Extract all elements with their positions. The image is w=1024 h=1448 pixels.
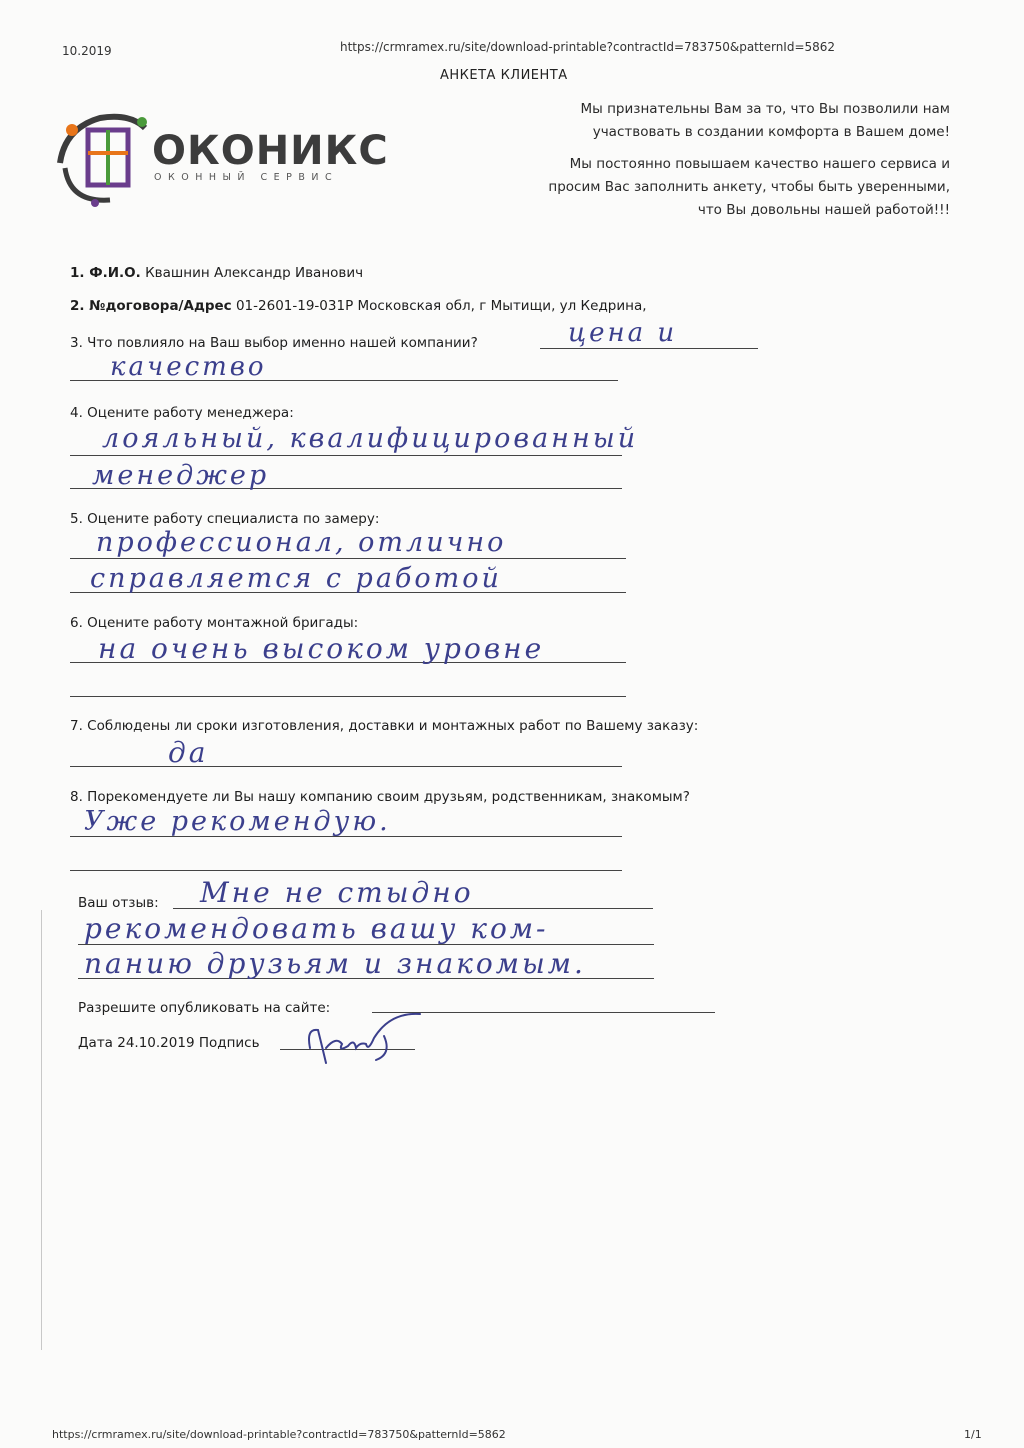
q7-label: 7. Соблюдены ли сроки изготовления, доставки и монтажных работ по Вашему заказу: <box>70 718 699 734</box>
review-label: Ваш отзыв: <box>78 895 159 911</box>
q6-answer-1: на очень высоком уровне <box>98 632 545 665</box>
footer-page: 1/1 <box>964 1428 982 1441</box>
q7-answer-line-1 <box>70 766 622 767</box>
form-title: АНКЕТА КЛИЕНТА <box>440 68 568 83</box>
q6-label: 6. Оцените работу монтажной бригады: <box>70 615 359 631</box>
intro-line-4: просим Вас заполнить анкету, чтобы быть уверенными, <box>548 179 950 195</box>
logo-name: ОКОНИКС <box>152 128 389 174</box>
footer-url: https://crmramex.ru/site/download-printable?contractId=783750&patternId=5862 <box>52 1428 506 1441</box>
q8-answer-1: Уже рекомендую. <box>84 806 391 837</box>
window-logo-icon <box>50 108 150 208</box>
q5-answer-2: справляется с работой <box>90 563 502 594</box>
q5-label: 5. Оцените работу специалиста по замеру: <box>70 511 380 527</box>
review-answer-2: рекомендовать вашу ком- <box>84 912 549 945</box>
intro-line-1: Мы признательны Вам за то, что Вы позволили нам <box>580 101 950 117</box>
q4-label: 4. Оцените работу менеджера: <box>70 405 294 421</box>
q8-label: 8. Порекомендуете ли Вы нашу компанию своим друзьям, родственникам, знакомым? <box>70 789 690 805</box>
print-date: 10.2019 <box>62 44 112 58</box>
q6-answer-line-2 <box>70 696 626 697</box>
logo-subtitle: ОКОННЫЙ СЕРВИС <box>154 172 339 183</box>
intro-line-3: Мы постоянно повышаем качество нашего сервиса и <box>569 156 950 172</box>
intro-line-5: что Вы довольны нашей работой!!! <box>697 202 950 218</box>
q1-value: Квашнин Александр Иванович <box>145 265 364 281</box>
q8-answer-line-2 <box>70 870 622 871</box>
company-logo <box>50 108 389 213</box>
review-answer-1: Мне не стыдно <box>200 876 474 909</box>
q5-answer-1: профессионал, отлично <box>96 527 507 558</box>
intro-text <box>490 98 950 222</box>
q3-label: 3. Что повлияло на Ваш выбор именно нашей компании? <box>70 335 478 351</box>
q2-value: 01-2601-19-031Р Московская обл, г Мытищи, ул Кедрина, <box>235 298 647 314</box>
handwritten-signature <box>292 1008 432 1068</box>
q3-answer-line-1 <box>540 348 758 349</box>
signature-date-label: Дата 24.10.2019 Подпись <box>78 1035 260 1051</box>
q4-answer-line-1 <box>70 455 622 456</box>
q7-answer-1: да <box>168 736 209 769</box>
q2-label: 2. №договора/Адрес <box>70 298 232 314</box>
publish-label: Разрешите опубликовать на сайте: <box>78 1000 331 1016</box>
q1-label: 1. Ф.И.О. <box>70 265 141 281</box>
review-answer-3: панию друзьям и знакомым. <box>84 947 586 980</box>
intro-line-2: участвовать в создании комфорта в Вашем доме! <box>592 124 950 140</box>
q5-answer-line-1 <box>70 558 626 559</box>
q3-answer-2: качество <box>110 352 267 382</box>
q4-answer-2: менеджер <box>92 460 270 491</box>
print-url: https://crmramex.ru/site/download-printable?contractId=783750&patternId=5862 <box>340 40 836 54</box>
q1-row <box>70 265 363 281</box>
q4-answer-1: лояльный, квалифицированный <box>102 423 639 454</box>
q2-row <box>70 298 647 314</box>
scan-margin-line <box>41 910 42 1350</box>
q3-answer-1: цена и <box>568 318 678 348</box>
